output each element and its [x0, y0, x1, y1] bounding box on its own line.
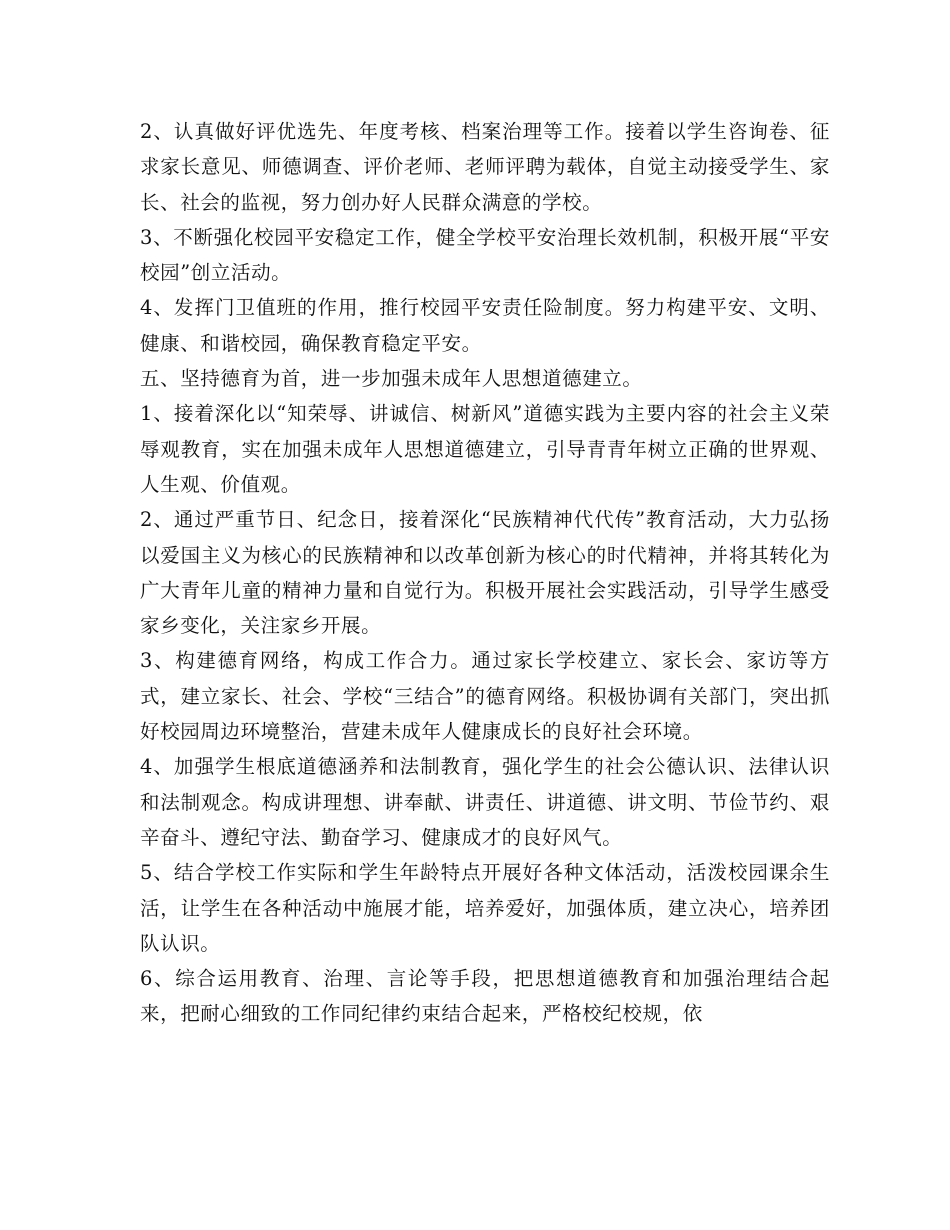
- paragraph-item-2-evaluation: 2、认真做好评优选先、年度考核、档案治理等工作。接着以学生咨询卷、征求家长意见、师德调查、评价老师、老师评聘为载体，自觉主动接受学生、家长、社会的监视，努力创办好人民群众满意的学校。: [140, 120, 830, 214]
- paragraph-item-6-governance: 6、综合运用教育、治理、言论等手段，把思想道德教育和加强治理结合起来，把耐心细致的工作同纪律约束结合起来，严格校纪校规，依: [140, 967, 830, 1026]
- section-heading-five: 五、坚持德育为首，进一步加强未成年人思想道德建立。: [140, 367, 643, 391]
- document-body: [140, 114, 830, 1032]
- paragraph-item-4-legal-education: 4、加强学生根底道德涵养和法制教育，强化学生的社会公德认识、法律认识和法制观念。构成讲理想、讲奉献、讲责任、讲道德、讲文明、节俭节约、艰辛奋斗、遵纪守法、勤奋学习、健康成才的良好风气。: [140, 755, 830, 849]
- paragraph-item-2-national-spirit: 2、通过严重节日、纪念日，接着深化“民族精神代代传”教育活动，大力弘扬以爱国主义为核心的民族精神和以改革创新为核心的时代精神，并将其转化为广大青年儿童的精神力量和自觉行为。积极开展社会实践活动，引导学生感受家乡变化，关注家乡开展。: [140, 508, 830, 638]
- paragraph-item-3-moral-network: 3、构建德育网络，构成工作合力。通过家长学校建立、家长会、家访等方式，建立家长、社会、学校“三结合”的德育网络。积极协调有关部门，突出抓好校园周边环境整治，营建未成年人健康成长的良好社会环境。: [140, 649, 830, 744]
- paragraph-item-5-activities: 5、结合学校工作实际和学生年龄特点开展好各种文体活动，活泼校园课余生活，让学生在各种活动中施展才能，培养爱好，加强体质，建立决心，培养团队认识。: [140, 861, 830, 955]
- paragraph-item-1-moral-practice: 1、接着深化以“知荣辱、讲诚信、树新风”道德实践为主要内容的社会主义荣辱观教育，实在加强未成年人思想道德建立，引导青青年树立正确的世界观、人生观、价值观。: [140, 402, 830, 496]
- paragraph-item-3-campus-safety: 3、不断强化校园平安稳定工作，健全学校平安治理长效机制，积极开展“平安校园”创立活动。: [140, 225, 830, 285]
- paragraph-item-4-guard-duty: 4、发挥门卫值班的作用，推行校园平安责任险制度。努力构建平安、文明、健康、和谐校园，确保教育稳定平安。: [140, 296, 830, 355]
